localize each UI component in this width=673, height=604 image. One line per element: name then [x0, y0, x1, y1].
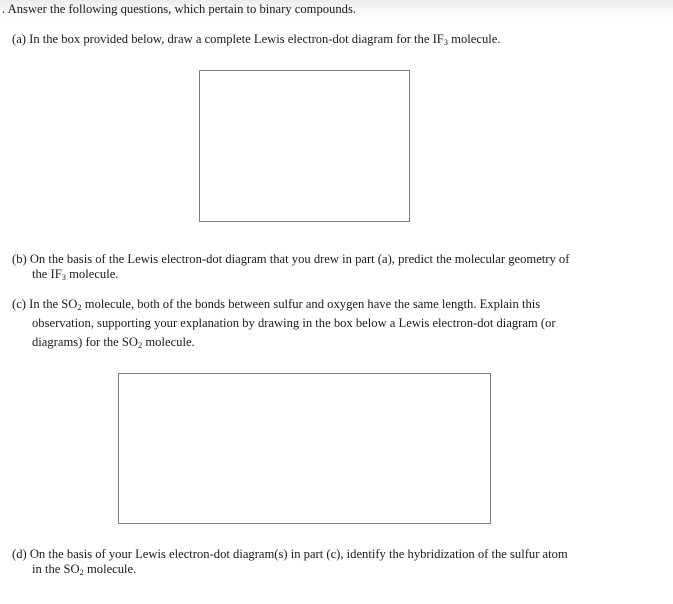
question-c-line3: [32, 335, 195, 350]
question-d-subscript: 2: [79, 567, 84, 577]
question-b-subscript: 3: [61, 272, 66, 282]
question-a-text: (a) In the box provided below, draw a complete Lewis electron-dot diagram for the IF: [12, 32, 444, 46]
answer-box-c[interactable]: [118, 373, 491, 524]
question-a: [12, 32, 501, 47]
question-c-text-cont: molecule, both of the bonds between sulfur and oxygen have the same length. Explain this: [81, 297, 541, 311]
question-c-text-end: molecule.: [142, 335, 195, 349]
answer-box-a[interactable]: [199, 70, 410, 222]
question-c-text: (c) In the SO: [12, 297, 78, 311]
question-b-line1: [12, 252, 569, 267]
question-c-subscript: 2: [77, 302, 82, 312]
question-b-text: (b) On the basis of the Lewis electron-dot diagram that you drew in part (a), predict the molecular geometry of: [12, 252, 570, 266]
intro-line: [2, 2, 356, 17]
intro-marker: .: [2, 2, 6, 16]
question-c-text-2: observation, supporting your explanation by drawing in the box below a Lewis electron-dot diagram (or: [32, 316, 556, 330]
question-d-line1: [12, 547, 568, 562]
question-b-line2: [32, 267, 118, 282]
question-a-text-end: molecule.: [448, 32, 501, 46]
question-d-line2: [32, 562, 136, 577]
question-c-subscript-2: 2: [137, 340, 143, 350]
question-b-text-end: molecule.: [65, 267, 119, 281]
intro-text: Answer the following questions, which pertain to binary compounds.: [7, 2, 356, 16]
question-c-line2: [32, 316, 556, 331]
question-d-text-2: in the SO: [32, 562, 80, 576]
question-a-subscript: 3: [443, 37, 449, 47]
question-d-text: (d) On the basis of your Lewis electron-dot diagram(s) in part (c), identify the hybridization of the sulfur atom: [12, 547, 568, 561]
question-d-text-end: molecule.: [83, 562, 137, 576]
question-b-text-2: the IF: [32, 267, 62, 281]
question-c-text-3: diagrams) for the SO: [32, 335, 138, 349]
question-c-line1: [12, 297, 540, 312]
